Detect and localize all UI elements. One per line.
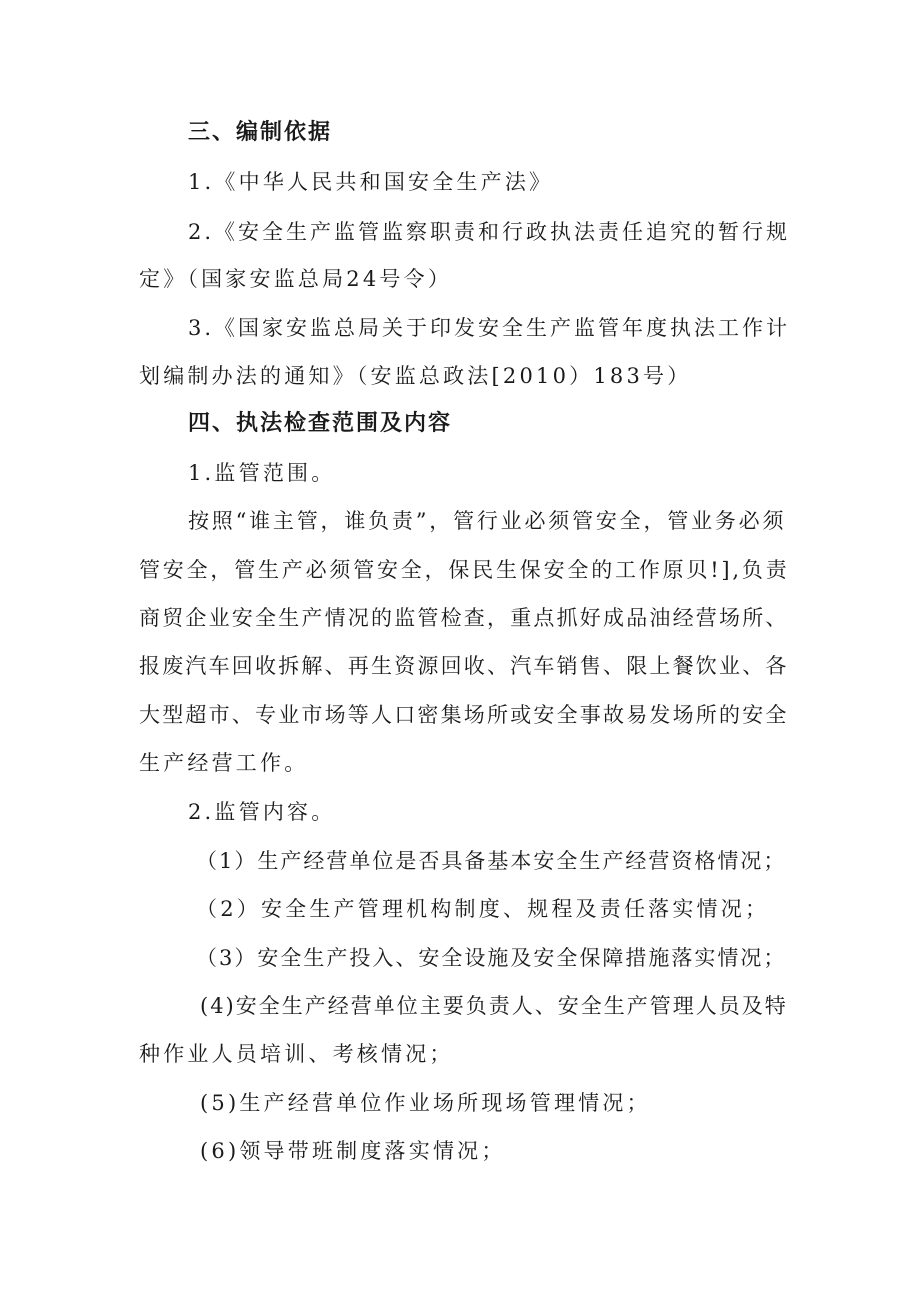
content-item-2: （2）安全生产管理机构制度、规程及责任落实情况； bbox=[196, 897, 770, 921]
basis-item-2-continued: 定》（国家安监总局24号令） bbox=[139, 267, 453, 291]
content-item-1: （1）生产经营单位是否具备基本安全生产经营资格情况； bbox=[196, 849, 787, 873]
scope-line: 生产经营工作。 bbox=[139, 751, 309, 775]
basis-item-2: 2.《安全生产监管监察职责和行政执法责任追究的暂行规 bbox=[188, 220, 791, 244]
scope-line: 按照“谁主管，谁负责”，管行业必须管安全，管业务必须 bbox=[188, 509, 787, 533]
section-4-heading: 四、执法检查范围及内容 bbox=[188, 411, 453, 436]
basis-item-1: 1.《中华人民共和国安全生产法》 bbox=[188, 170, 554, 194]
content-item-4-continued: 种作业人员培训、考核情况； bbox=[139, 1042, 454, 1066]
scope-line: 报废汽车回收拆解、再生资源回收、汽车销售、限上餐饮业、各 bbox=[139, 654, 789, 678]
scope-line: 管安全，管生产必须管安全，保民生保安全的工作原贝!],负责 bbox=[139, 558, 790, 582]
basis-item-3: 3.《国家安监总局关于印发安全生产监管年度执法工作计 bbox=[188, 316, 791, 340]
content-title: 2.监管内容。 bbox=[188, 800, 336, 824]
content-item-3: （3）安全生产投入、安全设施及安全保障措施落实情况； bbox=[196, 946, 787, 970]
section-3-heading: 三、编制依据 bbox=[188, 120, 333, 145]
basis-item-3-continued: 划编制办法的通知》（安监总政法[2010）183号） bbox=[139, 364, 692, 388]
content-item-4: (4)安全生产经营单位主要负责人、安全生产管理人员及特 bbox=[200, 994, 788, 1018]
scope-line: 大型超市、专业市场等人口密集场所或安全事故易发场所的安全 bbox=[139, 703, 789, 727]
content-item-5: (5)生产经营单位作业场所现场管理情况； bbox=[200, 1091, 651, 1115]
scope-line: 商贸企业安全生产情况的监管检查，重点抓好成品油经营场所、 bbox=[139, 606, 789, 630]
content-item-6: (6)领导带班制度落实情况； bbox=[200, 1139, 506, 1163]
scope-title: 1.监管范围。 bbox=[188, 461, 336, 485]
